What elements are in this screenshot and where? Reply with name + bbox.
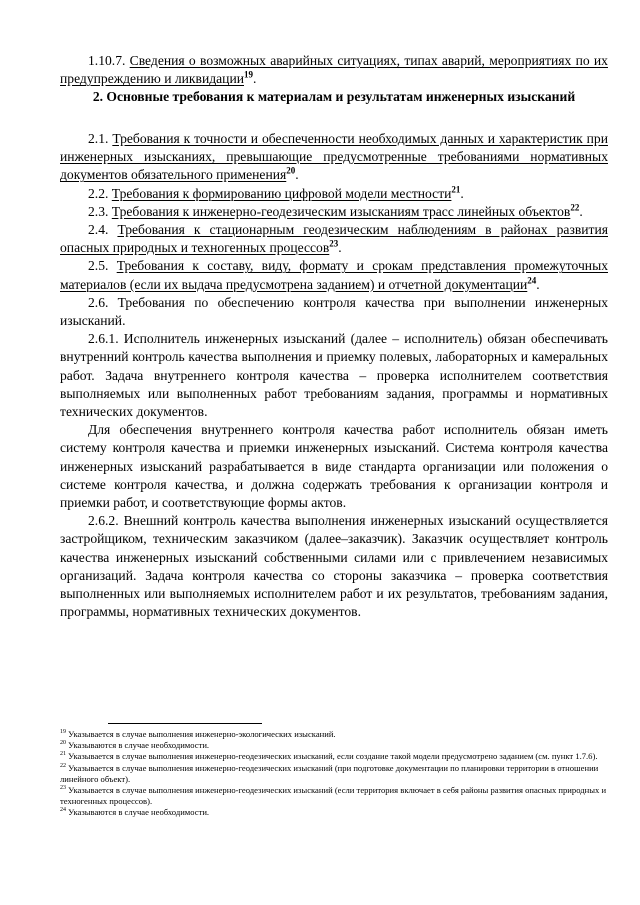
- item-number: 2.6.1.: [88, 331, 119, 347]
- footnote-22: [60, 763, 608, 785]
- paragraph-2-2: 2.2. Требования к формированию цифровой модели местности$^{21}$.: [88, 183, 464, 201]
- footnote-ref[interactable]: 19: [244, 69, 253, 80]
- footnote-ref[interactable]: 23: [329, 238, 339, 249]
- item-text: Внешний контроль качества выполнения инженерных изысканий осуществляется застройщиком, техническим заказчиком (далее–заказчик). Заказчик осуществляет контроль качества инженерных изысканий собственными силами или с привлечением независимых организаций. Задача контроля качества со стороны заказчика – проверка соответствия выполненных или выполняемых исполнителем работ и их результатов, требованиям задания, программы, нормативных технических документов.: [60, 513, 608, 620]
- item-text: Требования к формированию цифровой модели местности: [111, 185, 452, 201]
- footnote-ref[interactable]: 24: [527, 275, 537, 285]
- footnote-text: Указывается в случае выполнения инженерно-геодезических изысканий (если территория включает в себя районы развития опасных природных и техногенных процессов).: [60, 785, 607, 807]
- footnote-ref[interactable]: 21: [451, 183, 461, 194]
- paragraph-internal-control: [60, 421, 608, 512]
- footnote-text: Указываются в случае необходимости.: [68, 740, 210, 751]
- item-number: 2.5.: [88, 258, 109, 274]
- item-text: Требования по обеспечению контроля качества при выполнении инженерных изысканий.: [60, 294, 608, 328]
- footnote-19: [60, 729, 608, 740]
- footnotes: [60, 729, 608, 819]
- paragraph-2-3: 2.3. Требования к инженерно-геодезическим изысканиям трасс линейных объектов$^{22}$.: [88, 202, 583, 219]
- item-number: 2.6.2.: [88, 513, 119, 529]
- footnote-21: [60, 751, 608, 762]
- item-number: 2.2.: [88, 185, 109, 201]
- item-number: 2.4.: [88, 221, 109, 237]
- paragraph-2-4: 2.4. Требования к стационарным геодезическим наблюдениям в районах развития опасных природных и техногенных процессов$^{23}$.: [60, 221, 608, 256]
- footnote-divider: [108, 723, 262, 724]
- section-title: 2. Основные требования к материалам и результатам инженерных изысканий: [92, 89, 576, 105]
- footnote-ref[interactable]: 22: [570, 202, 580, 213]
- footnote-text: Указывается в случае выполнения инженерно-геодезических изысканий (при подготовке документации по планировки территории в отношении линейного объект).: [60, 762, 599, 784]
- paragraph-1-10-7: 1.10.7. Сведения о возможных аварийных ситуациях, типах аварий, мероприятиях по их предупреждению и ликвидации$^{19}$.: [60, 53, 608, 87]
- item-number: 2.6.: [88, 294, 109, 310]
- footnote-number: 20: [60, 740, 66, 747]
- item-number: 1.10.7.: [88, 53, 126, 68]
- paragraph-2-5: 2.5. Требования к составу, виду, формату и срокам представления промежуточных материалов (если их выдача предусмотрена заданием) и отчетной документации$^{24}$.: [60, 258, 608, 292]
- paragraph-2-6-1: [60, 330, 608, 421]
- paragraph-2-6: [60, 294, 608, 330]
- item-text: Требования к составу, виду, формату и срокам представления промежуточных материалов (если их выдача предусмотрена заданием) и отчетной документации: [60, 258, 608, 292]
- footnote-text: Указываются в случае необходимости.: [68, 807, 210, 818]
- footnote-number: 19: [60, 729, 66, 736]
- item-text: Требования к точности и обеспеченности необходимых данных и характеристик при инженерных изысканиях, превышающие предусмотренные требованиями нормативных документов обязательного применения: [60, 130, 608, 183]
- item-text: Требования к инженерно-геодезическим изысканиям трасс линейных объектов: [111, 203, 571, 219]
- footnote-number: 21: [60, 751, 66, 758]
- footnote-20: [60, 740, 608, 751]
- footnote-number: 23: [60, 785, 66, 792]
- document-body: [60, 52, 608, 621]
- footnote-number: 22: [60, 762, 66, 769]
- item-number: 2.1.: [88, 130, 109, 146]
- footnote-text: Указывается в случае выполнения инженерно-геодезических изысканий, если создание такой модели предусмотрено заданием (см. пункт 1.7.6).: [68, 751, 598, 762]
- footnote-number: 24: [60, 807, 66, 814]
- footnote-23: [60, 785, 608, 807]
- footnote-text: Указывается в случае выполнения инженерно-экологических изысканий.: [68, 729, 336, 739]
- item-number: 2.3.: [88, 203, 109, 219]
- item-text: Сведения о возможных аварийных ситуациях, типах аварий, мероприятиях по их предупреждению и ликвидации: [60, 53, 608, 87]
- paragraph-2-1: 2.1. Требования к точности и обеспеченности необходимых данных и характеристик при инженерных изысканиях, превышающие предусмотренные требованиями нормативных документов обязательного применения$^{20}$.: [60, 130, 608, 183]
- item-text: Требования к стационарным геодезическим наблюдениям в районах развития опасных природных и техногенных процессов: [60, 221, 608, 256]
- paragraph-2-6-2: [60, 512, 608, 621]
- item-text: Исполнитель инженерных изысканий (далее – исполнитель) обязан обеспечивать внутренний контроль качества выполнения и приемку полевых, лабораторных и камеральных работ. Задача внутреннего контроля качества – проверка исполнителем соответствия выполняемых или выполненных работ требованиям задания, программы и нормативных технических документов.: [60, 331, 608, 419]
- item-text: Для обеспечения внутреннего контроля качества работ исполнитель обязан иметь систему контроля качества и приемки инженерных изысканий. Система контроля качества инженерных изысканий разрабатывается в виде стандарта организации или положения о системе контроля качества, и должна содержать требования к организации контроля и приемки работ, и соответствующие формы актов.: [60, 422, 608, 510]
- footnote-24: [60, 807, 608, 818]
- footnote-ref[interactable]: 20: [286, 165, 296, 176]
